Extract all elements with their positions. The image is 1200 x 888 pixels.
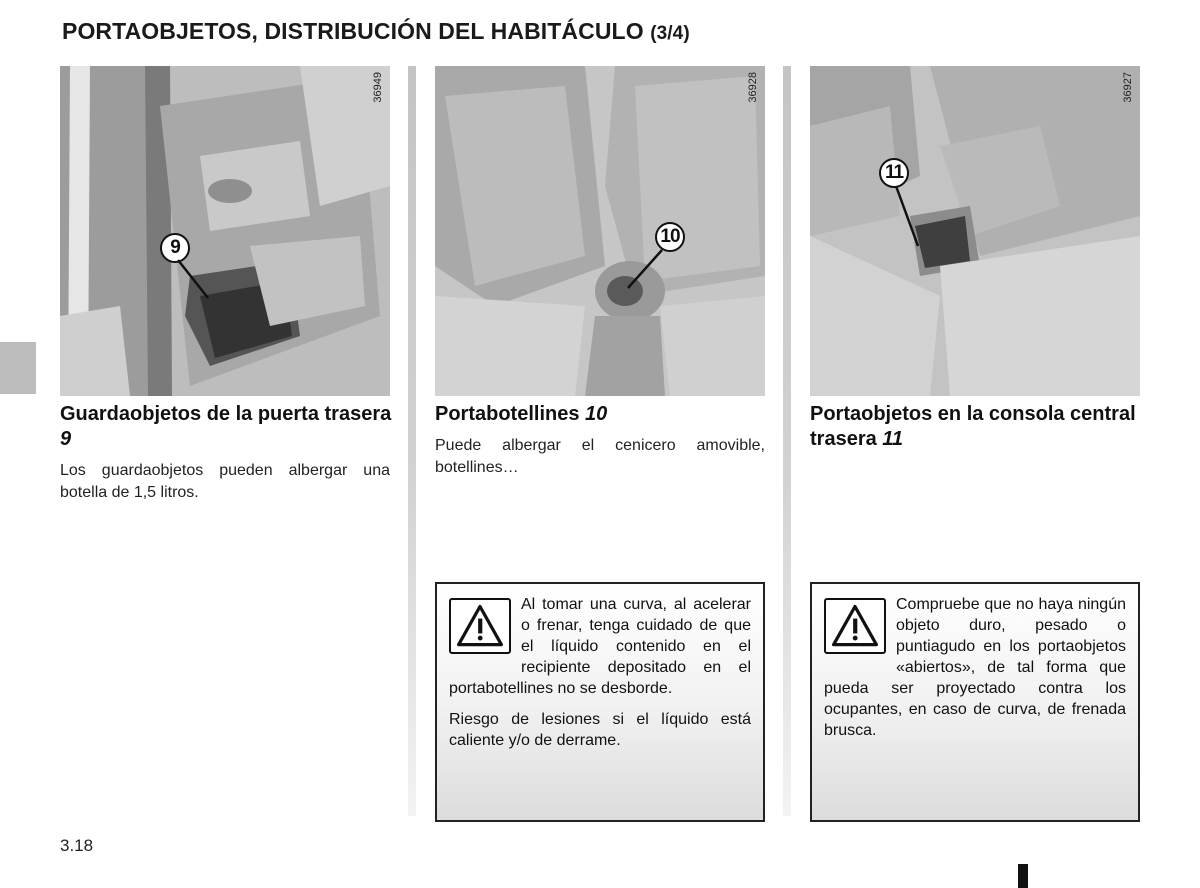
callout-11: 11 <box>879 158 909 188</box>
door-pocket-heading: Guardaobjetos de la puerta trasera 9 <box>60 403 392 450</box>
warning-box <box>435 582 765 822</box>
page-title-text: PORTAOBJETOS, DISTRIBUCIÓN DEL HABITÁCULO <box>62 18 644 44</box>
photo-reference-number: 36927 <box>1122 72 1134 103</box>
console-storage-ref: 11 <box>882 428 904 450</box>
section-tab <box>0 342 36 394</box>
warning-triangle-icon <box>824 598 886 654</box>
page-edge-marker <box>1018 864 1028 888</box>
callout-10: 10 <box>655 222 685 252</box>
callout-leader <box>890 184 930 254</box>
door-pocket-photo <box>60 66 390 396</box>
callout-9: 9 <box>160 233 190 263</box>
page-title-part: (3/4) <box>650 23 690 44</box>
page-title <box>62 18 690 45</box>
photo-reference-number: 36949 <box>372 72 384 103</box>
console-storage-photo <box>810 66 1140 396</box>
column-separator <box>783 66 791 816</box>
photo-reference-number: 36928 <box>747 72 759 103</box>
door-pocket-ref: 9 <box>60 428 72 450</box>
bottle-holder-heading: Portabotellines 10 <box>435 403 608 425</box>
warning-box <box>810 582 1140 822</box>
console-storage-heading: Portaobjetos en la consola central trasera 11 <box>810 403 1136 450</box>
warning-text-risk: Riesgo de lesiones si el líquido está caliente y/o de derrame. <box>449 711 751 749</box>
warning-text: Al tomar una curva, al acelerar o frenar, tenga cuidado de que el líquido contenido en el recipiente depositado en el portabotellines no se desborde. <box>449 596 751 697</box>
console-storage-illustration <box>810 66 1140 396</box>
bottle-holder-text: Puede albergar el cenicero amovible, botellines… <box>435 437 765 476</box>
door-pocket-text: Los guardaobjetos pueden albergar una botella de 1,5 litros. <box>60 462 390 501</box>
warning-triangle-icon <box>449 598 511 654</box>
bottle-holder-illustration <box>435 66 765 396</box>
page-number: 3.18 <box>60 836 94 855</box>
bottle-holder-photo <box>435 66 765 396</box>
door-pocket-illustration <box>60 66 390 396</box>
warning-text: Compruebe que no haya ningún objeto duro, pesado o puntiagudo en los portaobjetos «abiertos», de tal forma que pueda ser proyectado contra los ocupantes, en caso de curva, de frenada brusca. <box>824 596 1126 739</box>
callout-leader <box>622 248 672 298</box>
bottle-holder-ref: 10 <box>585 403 608 425</box>
column-separator <box>408 66 416 816</box>
callout-leader <box>170 258 220 308</box>
